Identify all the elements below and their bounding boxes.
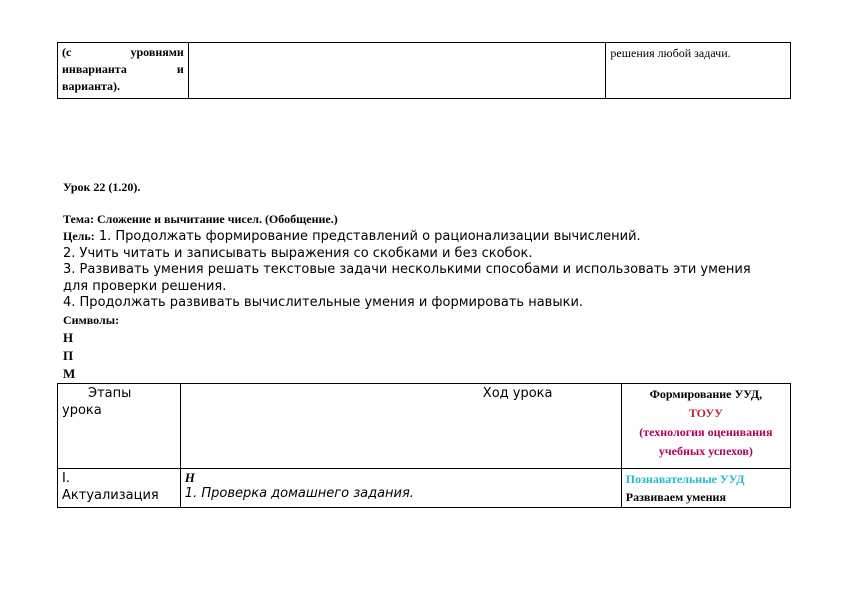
row1-uud-cognitive: Познавательные УУД [625, 472, 745, 486]
row1-uud [621, 469, 790, 508]
lesson-table [57, 383, 791, 508]
top-table-cell-2 [188, 43, 606, 99]
row1-stage-name: Актуализация [62, 488, 159, 503]
symbols-label: Символы: [63, 313, 120, 327]
row1-symbol: Н [184, 470, 195, 485]
header-uud-line-1: Формирование УУД, [649, 387, 763, 401]
top-table [57, 42, 791, 99]
header-stages-line-1: Этапы [88, 386, 132, 401]
header-lesson-flow: Ход урока [180, 384, 621, 469]
header-uud-line-2: ТОУУ [688, 406, 723, 420]
cell1-line-3: варианта). [62, 79, 121, 93]
top-table-cell-3: решения любой задачи. [606, 43, 791, 99]
row1-flow [180, 469, 621, 508]
goal-line-2: 2. Учить читать и записывать выражения со скобками и без скобок. [63, 245, 533, 261]
top-table-cell-1 [58, 43, 189, 99]
goal-line-3: 3. Развивать умения решать текстовые задачи несколькими способами и использовать эти умения для проверки решения. [63, 262, 751, 294]
cell1-line-2: инварианта и [62, 62, 184, 76]
row1-homework-check: 1. Проверка домашнего задания. [184, 486, 414, 501]
header-stages-line-2: урока [62, 403, 102, 418]
cell1-line-1: (с уровнями [62, 45, 184, 59]
row1-stage-number: I. [62, 471, 70, 486]
header-uud [621, 384, 790, 469]
lesson-topic: Тема: Сложение и вычитание чисел. (Обобщение.) [63, 212, 338, 226]
goal-line-1: Цель: 1. Продолжать формирование представлений о рационализации вычислений. [63, 229, 641, 244]
row1-uud-skills: Развиваем умения [625, 490, 726, 504]
lesson-title: Урок 22 (1.20). [63, 180, 141, 194]
lesson-table-header-row [58, 384, 791, 469]
lesson-table-row-actualization [58, 469, 791, 508]
symbol-m: М [63, 366, 76, 381]
symbol-p: П [63, 348, 74, 363]
row1-stage [58, 469, 181, 508]
symbol-n: Н [63, 330, 74, 345]
header-uud-line-3: (технология оценивания учебных успехов) [639, 425, 773, 458]
goal-label: Цель: [63, 229, 95, 243]
lesson-goals [63, 228, 763, 312]
header-stages [58, 384, 181, 469]
goal-line-4: 4. Продолжать развивать вычислительные умения и формировать навыки. [63, 295, 584, 310]
